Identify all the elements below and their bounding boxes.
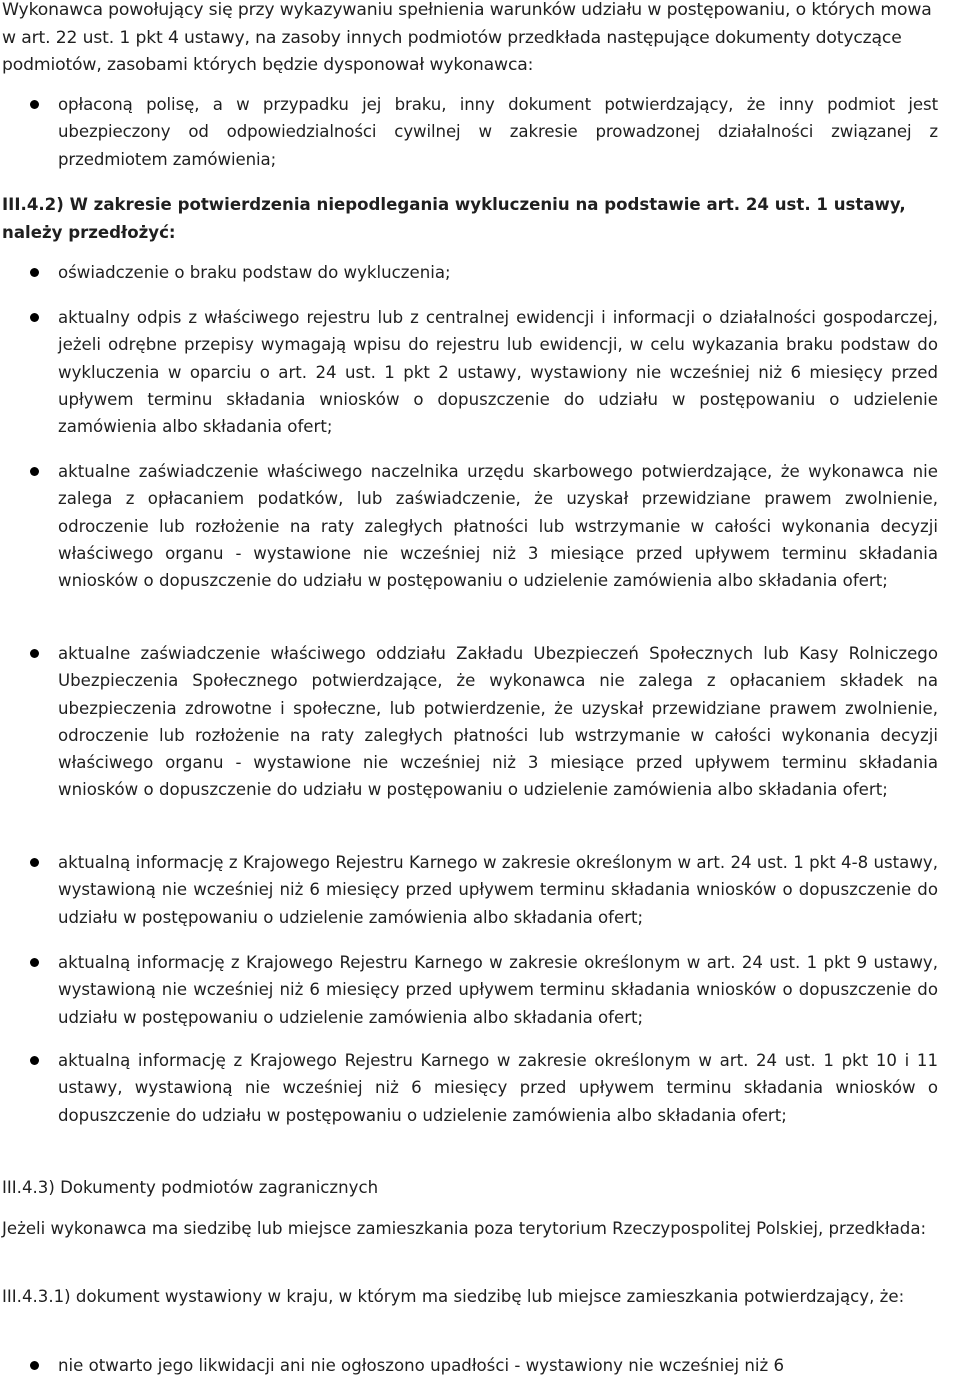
bullet-icon [30, 268, 39, 277]
list-item-text: aktualną informację z Krajowego Rejestru Karnego w zakresie określonym w art. 24 ust. 1 pkt 9 ustawy, wystawioną nie wcześniej niż 6 miesięcy przed upływem terminu składania wniosków o dopuszczenie do udziału w postępowaniu o udzielenie zamówienia albo składania ofert; [58, 953, 938, 1027]
list-item-text: oświadczenie o braku podstaw do wykluczenia; [58, 263, 451, 282]
list-item [58, 1352, 938, 1379]
list-item-text: aktualną informację z Krajowego Rejestru Karnego w zakresie określonym w art. 24 ust. 1 pkt 4-8 ustawy, wystawioną nie wcześniej niż 6 miesięcy przed upływem terminu składania wniosków o dopuszczenie do udziału w postępowaniu o udzielenie zamówienia albo składania ofert; [58, 853, 938, 927]
list-item [58, 304, 938, 440]
list-item [58, 640, 938, 804]
intro-paragraph: Wykonawca powołujący się przy wykazywaniu spełnienia warunków udziału w postępowaniu, o których mowa w art. 22 ust. 1 pkt 4 ustawy, na zasoby innych podmiotów przedkłada następujące dokumenty dotyczące podmiotów, zasobami których będzie dysponował wykonawca: [2, 0, 932, 75]
list-item-text: aktualne zaświadczenie właściwego oddziału Zakładu Ubezpieczeń Społecznych lub Kasy Rolniczego Ubezpieczenia Społecznego potwierdzające, że wykonawca nie zalega z opłacaniem składek na ubezpieczenia zdrowotne i społeczne, lub potwierdzenie, że uzyskał przewidziane prawem zwolnienie, odroczenie lub rozłożenie na raty zaległych płatności lub wstrzymanie w całości wykonania decyzji właściwego organu - wystawione nie wcześniej niż 3 miesiące przed upływem terminu składania wniosków o dopuszczenie do udziału w postępowaniu o udzielenie zamówienia albo składania ofert; [58, 644, 938, 800]
bullet-icon [30, 100, 39, 109]
list-item-text: nie otwarto jego likwidacji ani nie ogłoszono upadłości - wystawiony nie wcześniej niż 6 [58, 1356, 785, 1375]
bullet-icon [30, 958, 39, 967]
bullet-icon [30, 1361, 39, 1370]
section-heading-iii-4-3-1: III.4.3.1) dokument wystawiony w kraju, w którym ma siedzibę lub miejsce zamieszkania potwierdzający, że: [2, 1287, 905, 1306]
section-3-paragraph: Jeżeli wykonawca ma siedzibę lub miejsce zamieszkania poza terytorium Rzeczypospolitej Polskiej, przedkłada: [2, 1219, 927, 1238]
bullet-icon [30, 313, 39, 322]
bullet-icon [30, 649, 39, 658]
list-item [58, 458, 938, 594]
list-item [58, 91, 938, 173]
list-item-text: opłaconą polisę, a w przypadku jej braku, inny dokument potwierdzający, że inny podmiot jest ubezpieczony od odpowiedzialności cywilnej w zakresie prowadzonej działalności związanej z przedmiotem zamówienia; [58, 95, 938, 169]
list-item [58, 1047, 938, 1129]
bullet-icon [30, 1056, 39, 1065]
list-item-text: aktualną informację z Krajowego Rejestru Karnego w zakresie określonym w art. 24 ust. 1 pkt 10 i 11 ustawy, wystawioną nie wcześniej niż 6 miesięcy przed upływem terminu składania wniosków o dopuszczenie do udziału w postępowaniu o udzielenie zamówienia albo składania ofert; [58, 1051, 938, 1125]
list-item-text: aktualny odpis z właściwego rejestru lub z centralnej ewidencji i informacji o działalności gospodarczej, jeżeli odrębne przepisy wymagają wpisu do rejestru lub ewidencji, w celu wykazania braku podstaw do wykluczenia w oparciu o art. 24 ust. 1 pkt 2 ustawy, wystawiony nie wcześniej niż 6 miesięcy przed upływem terminu składania wniosków o dopuszczenie do udziału w postępowaniu o udzielenie zamówienia albo składania ofert; [58, 308, 938, 437]
list-item-text: aktualne zaświadczenie właściwego naczelnika urzędu skarbowego potwierdzające, że wykonawca nie zalega z opłacaniem podatków, lub zaświadczenie, że uzyskał przewidziane prawem zwolnienie, odroczenie lub rozłożenie na raty zaległych płatności lub wstrzymanie w całości wykonania decyzji właściwego organu - wystawione nie wcześniej niż 3 miesiące przed upływem terminu składania wniosków o dopuszczenie do udziału w postępowaniu o udzielenie zamówienia albo składania ofert; [58, 462, 938, 591]
list-item [58, 849, 938, 931]
bullet-icon [30, 858, 39, 867]
list-item [58, 259, 938, 286]
bullet-icon [30, 467, 39, 476]
list-item [58, 949, 938, 1031]
section-heading-iii-4-2: III.4.2) W zakresie potwierdzenia niepodlegania wykluczeniu na podstawie art. 24 ust. 1 ustawy, należy przedłożyć: [2, 195, 906, 242]
section-heading-iii-4-3: III.4.3) Dokumenty podmiotów zagranicznych [2, 1178, 379, 1197]
